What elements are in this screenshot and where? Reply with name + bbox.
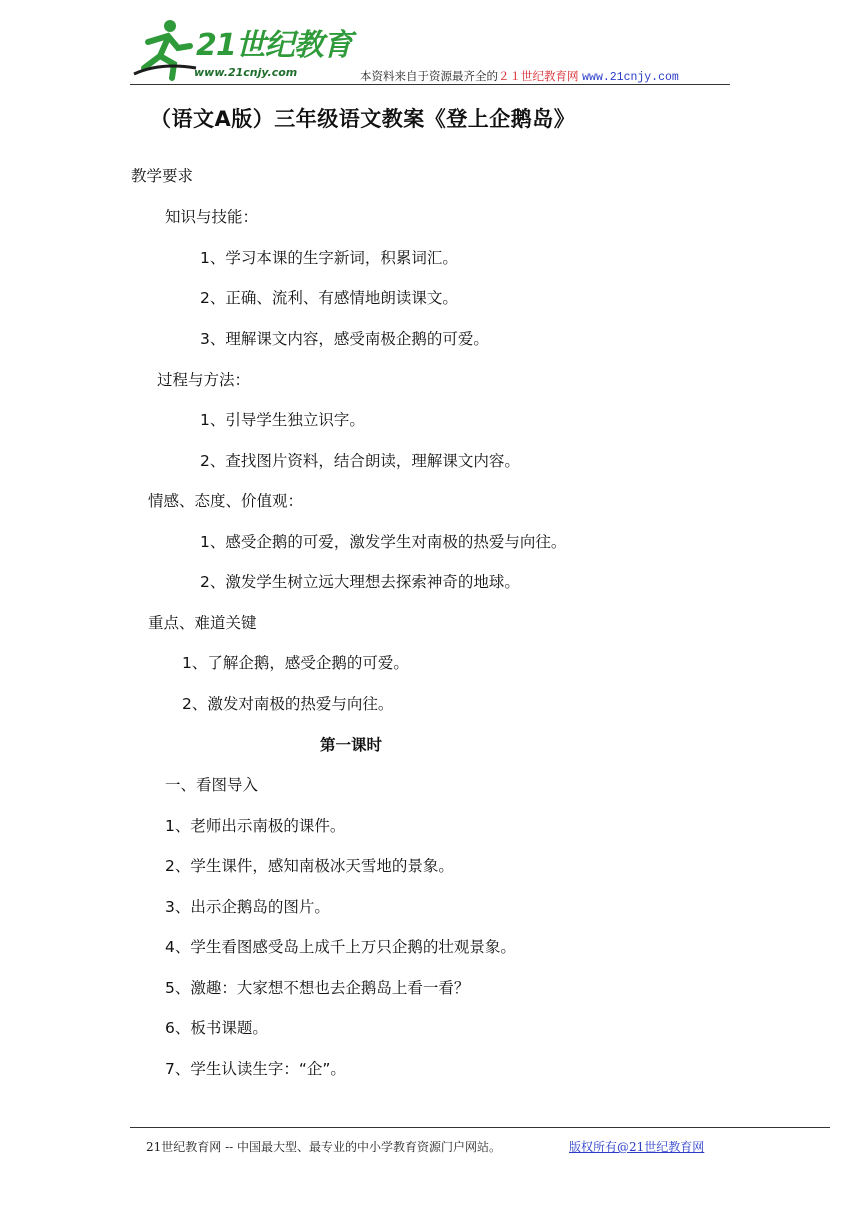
- section-heading: 教学要求: [131, 167, 194, 185]
- header-note-site[interactable]: www.21cnjy.com: [582, 71, 679, 84]
- footer-text: 21世纪教育网 -- 中国最大型、最专业的中小学教育资源门户网站。: [146, 1140, 502, 1154]
- subsection-heading: 知识与技能：: [165, 208, 259, 226]
- list-item: 4、学生看图感受岛上成千上万只企鹅的壮观景象。: [165, 938, 516, 956]
- list-item: 2、查找图片资料，结合朗读，理解课文内容。: [200, 452, 520, 470]
- runner-logo-icon: [130, 16, 200, 82]
- list-item: 2、学生课件，感知南极冰天雪地的景象。: [165, 857, 454, 875]
- subsection-heading: 一、看图导入: [165, 776, 259, 794]
- header-note: [360, 68, 679, 84]
- list-item: 2、激发学生树立远大理想去探索神奇的地球。: [200, 573, 520, 591]
- header-note-brand: ２１世纪教育网: [498, 69, 579, 83]
- site-logo[interactable]: [130, 16, 352, 84]
- header-divider: [130, 84, 730, 85]
- list-item: 7、学生认读生字：“企”。: [165, 1060, 346, 1078]
- section-heading: 重点、难道关键: [148, 614, 257, 632]
- list-item: 3、出示企鹅岛的图片。: [165, 898, 330, 916]
- list-item: 3、理解课文内容，感受南极企鹅的可爱。: [200, 330, 489, 348]
- subsection-heading: 情感、态度、价值观：: [148, 492, 304, 510]
- list-item: 5、激趣：大家想不想也去企鹅岛上看一看？: [165, 979, 470, 997]
- footer-divider: [130, 1127, 830, 1128]
- subsection-heading: 过程与方法：: [157, 371, 251, 389]
- page-header: [130, 16, 730, 86]
- list-item: 2、激发对南极的热爱与向往。: [182, 695, 394, 713]
- list-item: 6、板书课题。: [165, 1019, 268, 1037]
- list-item: 1、感受企鹅的可爱，激发学生对南极的热爱与向往。: [200, 533, 567, 551]
- list-item: 1、学习本课的生字新词，积累词汇。: [200, 249, 458, 267]
- list-item: 2、正确、流利、有感情地朗读课文。: [200, 289, 458, 307]
- copyright-link[interactable]: 版权所有@21世纪教育网: [569, 1140, 705, 1154]
- list-item: 1、老师出示南极的课件。: [165, 817, 346, 835]
- header-note-prefix: 本资料来自于资源最齐全的: [360, 69, 498, 83]
- lesson-heading: 第一课时: [320, 736, 383, 754]
- list-item: 1、引导学生独立识字。: [200, 411, 365, 429]
- logo-text: 21世纪教育: [196, 28, 352, 63]
- document-title: （语文A版）三年级语文教案《登上企鹅岛》: [150, 107, 576, 131]
- logo-url: www.21cnjy.com: [194, 66, 298, 79]
- list-item: 1、了解企鹅，感受企鹅的可爱。: [182, 654, 409, 672]
